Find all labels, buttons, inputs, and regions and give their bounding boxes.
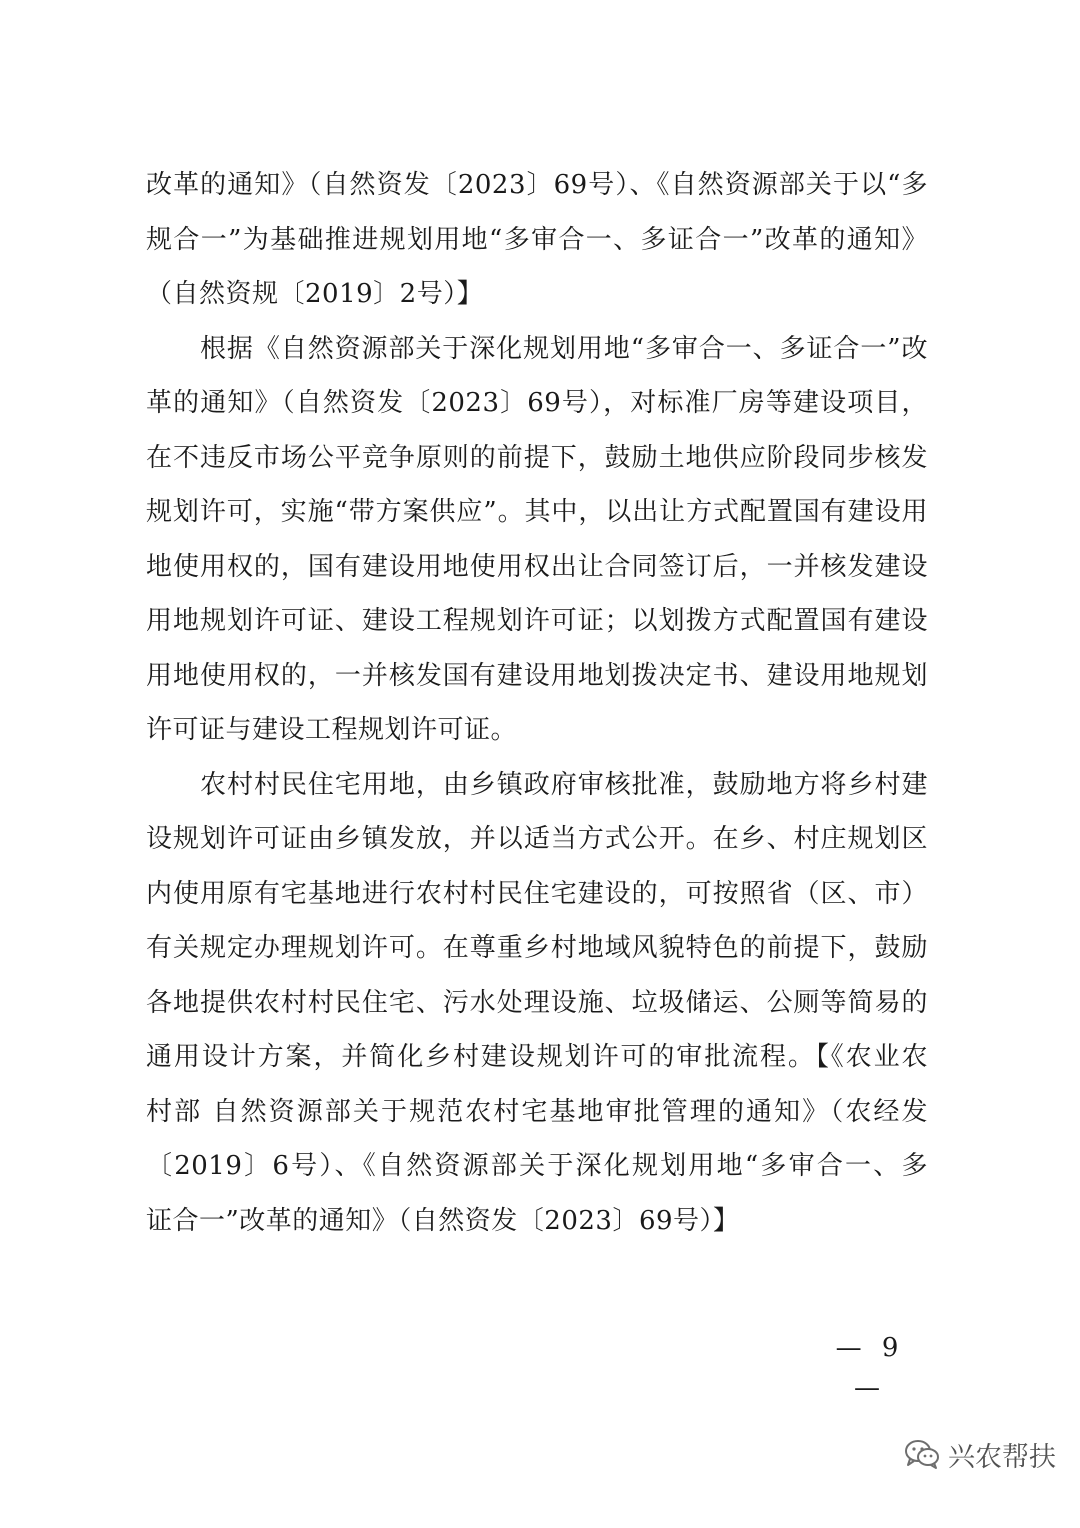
text-line: 通用设计方案，并简化乡村建设规划许可的审批流程。【《农业农: [146, 1042, 928, 1072]
body-text: [146, 158, 928, 1248]
text-line: 〔2019〕6号）、《自然资源部关于深化规划用地“多审合一、多: [146, 1151, 928, 1181]
text-line: 设规划许可证由乡镇发放，并以适当方式公开。在乡、村庄规划区: [146, 824, 928, 854]
text-line: 规合一”为基础推进规划用地“多审合一、多证合一”改革的通知》: [146, 224, 928, 255]
text-line: 内使用原有宅基地进行农村村民住宅建设的，可按照省（区、市）: [146, 878, 928, 909]
text-line: 革的通知》（自然资发〔2023〕69号），对标准厂房等建设项目，: [146, 388, 928, 418]
watermark: [904, 1430, 1056, 1478]
text-line: （自然资规〔2019〕2号）】: [146, 279, 484, 309]
text-line: 用地使用权的，一并核发国有建设用地划拨决定书、建设用地规划: [146, 660, 928, 691]
text-line: 规划许可，实施“带方案供应”。其中，以出让方式配置国有建设用: [146, 497, 928, 527]
wechat-icon: [904, 1438, 940, 1470]
paragraph-first-line: 农村村民住宅用地，由乡镇政府审核批准，鼓励地方将乡村建: [200, 769, 928, 800]
text-line: 证合一”改革的通知》（自然资发〔2023〕69号）】: [146, 1205, 740, 1236]
text-line: 用地规划许可证、建设工程规划许可证；以划拨方式配置国有建设: [146, 606, 928, 636]
text-line: 许可证与建设工程规划许可证。: [146, 715, 518, 745]
text-line: 村部 自然资源部关于规范农村宅基地审批管理的通知》（农经发: [146, 1096, 928, 1127]
watermark-text: 兴农帮扶: [948, 1441, 1056, 1473]
text-line: 有关规定办理规划许可。在尊重乡村地域风貌特色的前提下，鼓励: [146, 933, 928, 963]
paragraph-first-line: 根据《自然资源部关于深化规划用地“多审合一、多证合一”改: [200, 333, 928, 364]
text-line: 在不违反市场公平竞争原则的前提下，鼓励土地供应阶段同步核发: [146, 442, 928, 473]
page-number: — 9 —: [835, 1333, 905, 1403]
text-line: 改革的通知》（自然资发〔2023〕69号）、《自然资源部关于以“多: [146, 170, 928, 200]
text-line: 各地提供农村村民住宅、污水处理设施、垃圾储运、公厕等简易的: [146, 987, 928, 1018]
text-line: 地使用权的，国有建设用地使用权出让合同签订后，一并核发建设: [146, 551, 928, 582]
